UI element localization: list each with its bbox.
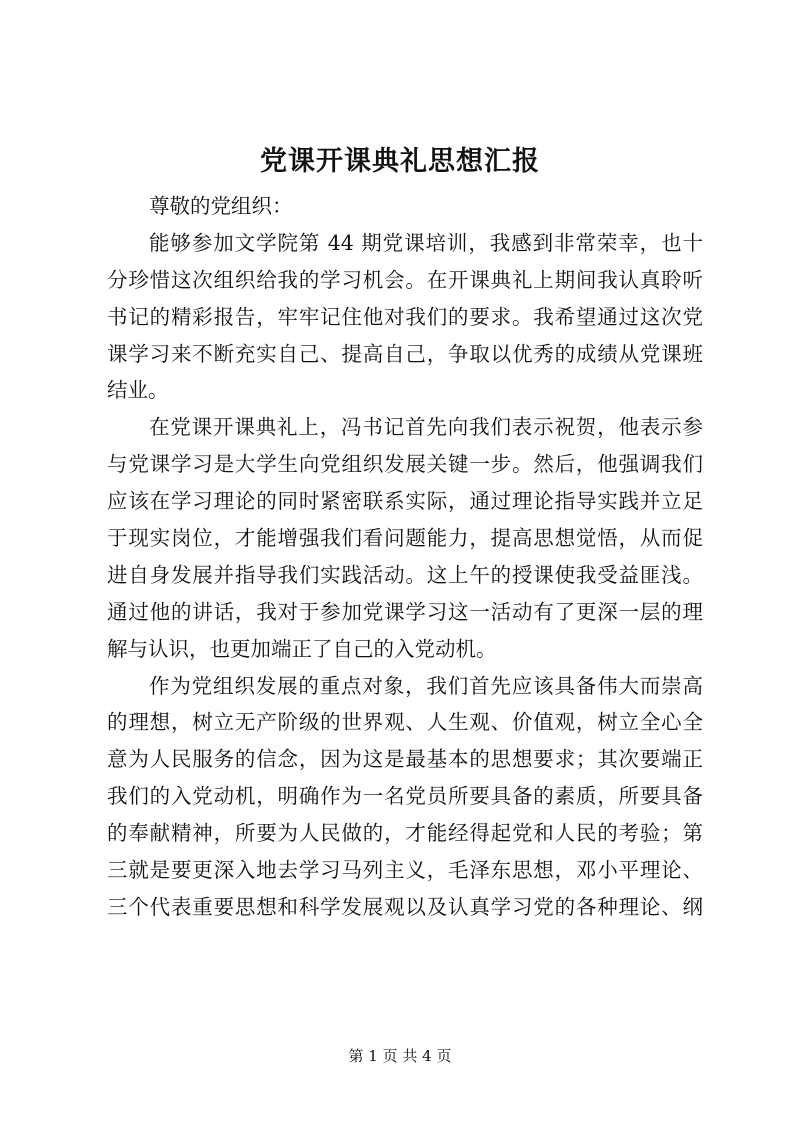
document-body (107, 188, 703, 926)
text-line: 进自身发展并指导我们实践活动。这上午的授课使我受益匪浅。 (107, 562, 703, 587)
page-number-footer: 第 1 页 共 4 页 (348, 1047, 452, 1065)
text-line: 我们的入党动机，明确作为一名党员所要具备的素质，所要具备 (107, 784, 703, 809)
text-line: 解与认识，也更加端正了自己的入党动机。 (107, 636, 497, 661)
text-line: 课学习来不断充实自己、提高自己，争取以优秀的成绩从党课班 (107, 341, 703, 366)
paragraph-3 (107, 668, 703, 926)
text-line: 分珍惜这次组织给我的学习机会。在开课典礼上期间我认真聆听 (107, 267, 703, 292)
text-line: 能够参加文学院第 44 期党课培训，我感到非常荣幸，也十 (149, 230, 703, 255)
document-title: 党课开课典礼思想汇报 (260, 146, 540, 177)
text-line: 三就是要更深入地去学习马列主义，毛泽东思想，邓小平理论、 (107, 858, 703, 883)
text-line: 结业。 (107, 378, 169, 403)
salutation: 尊敬的党组织： (149, 194, 293, 218)
paragraph-1 (107, 225, 703, 409)
text-line: 三个代表重要思想和科学发展观以及认真学习党的各种理论、纲 (107, 894, 703, 919)
text-line: 于现实岗位，才能增强我们看问题能力，提高思想觉悟，从而促 (107, 526, 703, 551)
text-line: 作为党组织发展的重点对象，我们首先应该具备伟大而崇高 (149, 673, 703, 698)
text-line: 书记的精彩报告，牢牢记住他对我们的要求。我希望通过这次党 (107, 304, 703, 329)
text-line: 通过他的讲话，我对于参加党课学习这一活动有了更深一层的理 (107, 599, 703, 624)
text-line: 的奉献精神，所要为人民做的，才能经得起党和人民的考验；第 (107, 821, 703, 846)
text-line: 在党课开课典礼上，冯书记首先向我们表示祝贺，他表示参 (149, 415, 703, 440)
text-line: 的理想，树立无产阶级的世界观、人生观、价值观，树立全心全 (107, 710, 703, 735)
text-line: 应该在学习理论的同时紧密联系实际，通过理论指导实践并立足 (107, 489, 703, 514)
text-line: 与党课学习是大学生向党组织发展关键一步。然后，他强调我们 (107, 452, 703, 477)
text-line: 意为人民服务的信念，因为这是最基本的思想要求；其次要端正 (107, 747, 703, 772)
paragraph-2 (107, 409, 703, 667)
